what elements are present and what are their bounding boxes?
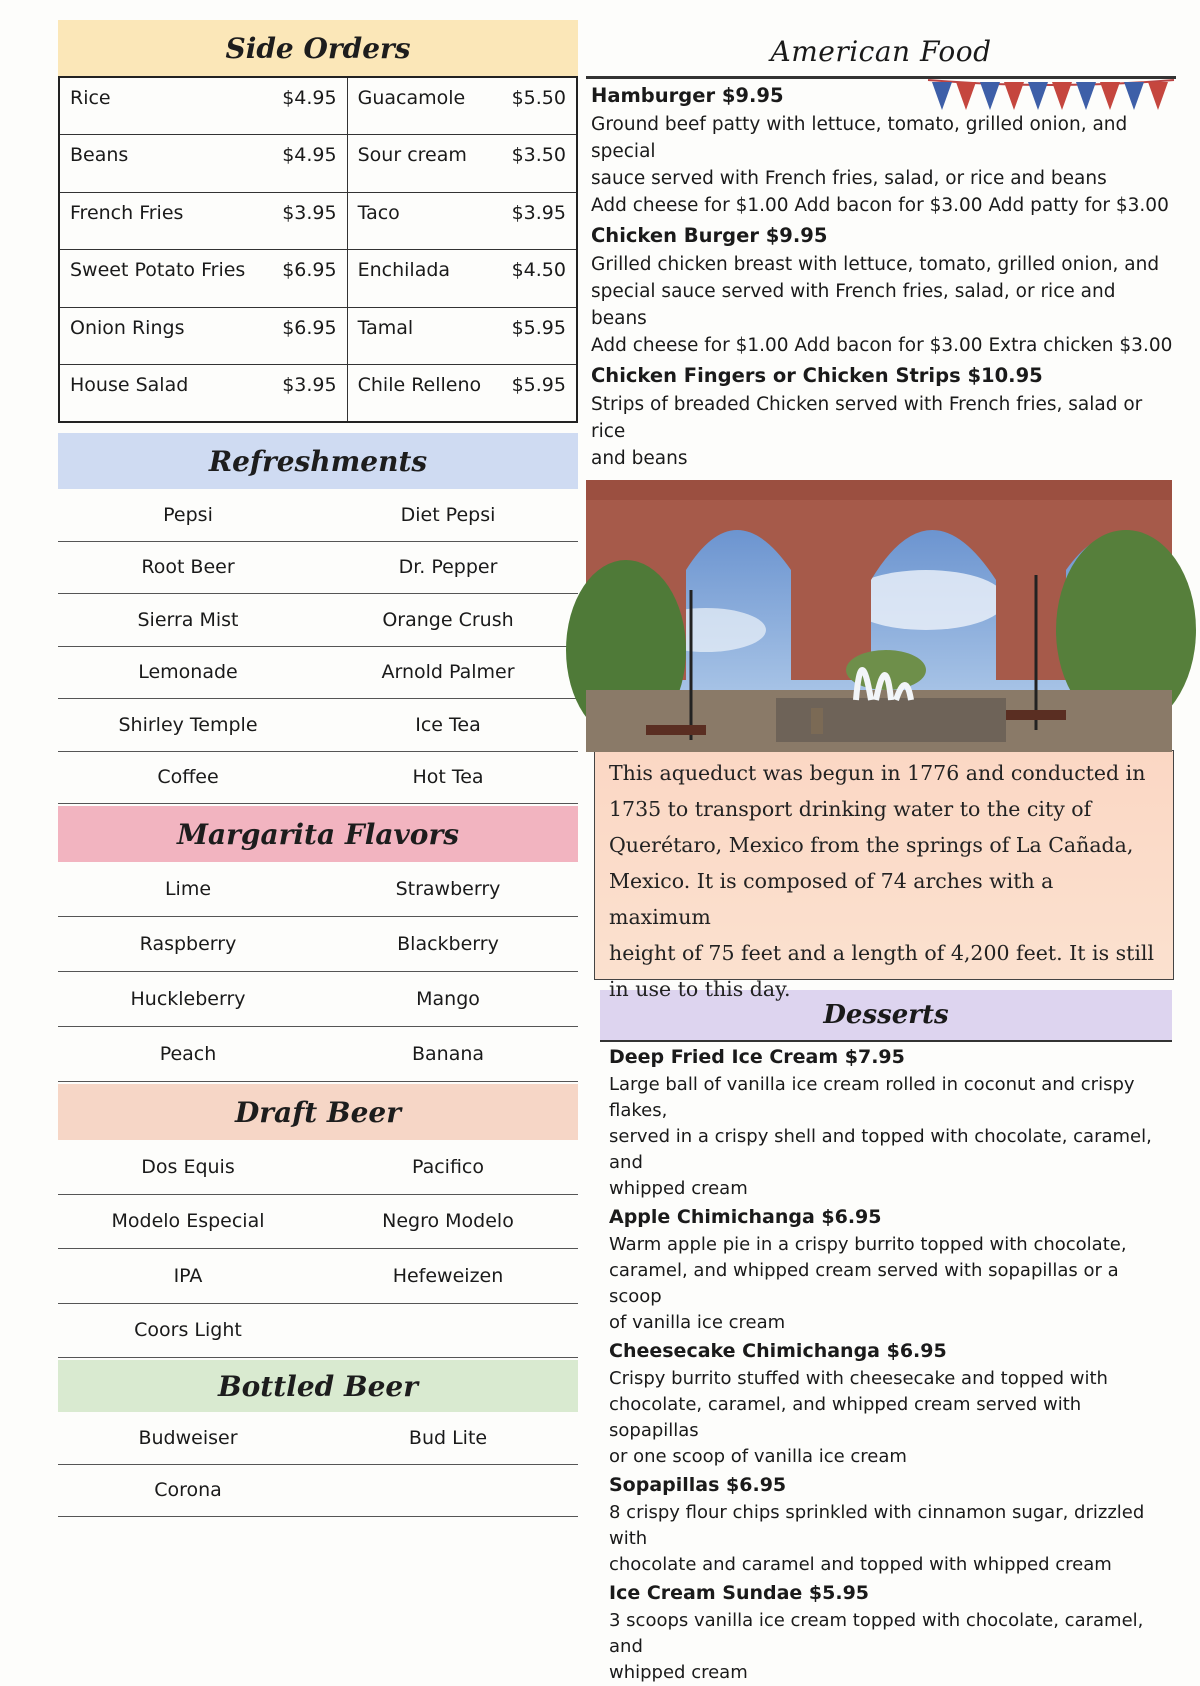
- menu-item-name: Cheesecake Chimichanga $6.95: [609, 1340, 947, 1362]
- bunting-flag: [980, 82, 1000, 110]
- item-price: $4.50: [511, 259, 566, 281]
- drink-name: Lemonade: [138, 661, 238, 684]
- side-order-cell: [347, 135, 577, 193]
- menu-item: [586, 221, 1176, 359]
- side-order-cell: [59, 135, 347, 193]
- menu-item: [604, 1578, 1176, 1686]
- side-order-cell: [59, 77, 347, 135]
- item-price: $3.95: [282, 201, 337, 224]
- menu-item-description: and beans: [591, 448, 688, 469]
- american-food-title: American Food: [770, 35, 992, 68]
- left-column: [58, 20, 578, 1517]
- menu-item-name: Ice Cream Sundae $5.95: [609, 1582, 870, 1604]
- caption-line: Querétaro, Mexico from the springs of La Cañada,: [609, 833, 1134, 857]
- menu-item-name: Apple Chimichanga $6.95: [609, 1206, 882, 1228]
- side-order-row: [59, 192, 577, 250]
- drink-name: Shirley Temple: [118, 713, 258, 736]
- drink-name: Pepsi: [163, 503, 213, 526]
- menu-item-name: Sopapillas $6.95: [609, 1474, 787, 1496]
- side-order-cell: [347, 77, 577, 135]
- bottled-beer-title: Bottled Beer: [58, 1360, 578, 1412]
- list-item: [58, 1412, 578, 1465]
- menu-item-name: Chicken Burger $9.95: [591, 224, 828, 247]
- caption-line: in use to this day.: [609, 977, 791, 1001]
- list-item: [58, 1249, 578, 1304]
- drink-name: Raspberry: [139, 933, 237, 955]
- drink-name: Coffee: [157, 766, 219, 789]
- item-name: French Fries: [70, 201, 184, 224]
- item-name: Enchilada: [357, 259, 451, 281]
- menu-item: [604, 1470, 1176, 1578]
- menu-item-description: Add cheese for $1.00 Add bacon for $3.00 Add patty for $3.00: [591, 195, 1169, 216]
- caption-line: height of 75 feet and a length of 4,200 feet. It is still: [609, 941, 1155, 965]
- drink-name: Blackberry: [397, 933, 499, 955]
- item-price: $3.95: [511, 201, 566, 224]
- drink-name: Corona: [154, 1479, 222, 1502]
- menu-item-description: whipped cream: [609, 1662, 748, 1683]
- item-price: $6.95: [282, 259, 337, 281]
- item-name: House Salad: [70, 374, 189, 396]
- list-item: [58, 1027, 578, 1082]
- menu-item: [604, 1042, 1176, 1202]
- drink-name: IPA: [173, 1264, 203, 1287]
- item-name: Rice: [70, 87, 111, 109]
- side-order-cell: [347, 192, 577, 250]
- item-name: Guacamole: [357, 87, 466, 109]
- side-order-cell: [59, 192, 347, 250]
- bunting-flag: [932, 82, 952, 110]
- item-name: Sweet Potato Fries: [70, 259, 246, 281]
- item-price: $3.50: [511, 144, 566, 166]
- menu-item-description: chocolate, caramel, and whipped cream served with sopapillas: [609, 1394, 1082, 1441]
- item-name: Onion Rings: [70, 316, 185, 339]
- item-price: $5.50: [511, 87, 566, 109]
- desserts-title: Desserts: [600, 990, 1172, 1042]
- list-item: [58, 1195, 578, 1250]
- side-order-cell: [59, 250, 347, 308]
- margarita-title: Margarita Flavors: [58, 806, 578, 862]
- side-order-cell: [59, 365, 347, 423]
- item-price: $6.95: [282, 316, 337, 339]
- list-item: [58, 752, 578, 805]
- drink-name: Lime: [164, 878, 212, 900]
- menu-item: [604, 1336, 1176, 1470]
- drink-name: Dos Equis: [141, 1155, 235, 1178]
- menu-item-description: Large ball of vanilla ice cream rolled in coconut and crispy flakes,: [609, 1074, 1135, 1121]
- bunting-icon: [926, 76, 1176, 112]
- item-name: Tamal: [357, 316, 414, 339]
- bunting-flag: [1076, 82, 1096, 110]
- side-order-row: [59, 77, 577, 135]
- draft-beer-list: [58, 1140, 578, 1358]
- drink-name: Dr. Pepper: [398, 556, 498, 579]
- drink-name: Sierra Mist: [137, 608, 239, 631]
- drink-name: Strawberry: [395, 878, 501, 900]
- menu-item-description: Ground beef patty with lettuce, tomato, grilled onion, and special: [591, 114, 1128, 162]
- margarita-list: [58, 862, 578, 1082]
- caption-line: This aqueduct was begun in 1776 and conducted in: [609, 761, 1146, 785]
- list-item: [58, 647, 578, 700]
- drink-name: Negro Modelo: [382, 1210, 514, 1233]
- drink-name: Orange Crush: [382, 608, 514, 631]
- american-food-items: [586, 81, 1176, 472]
- side-order-row: [59, 307, 577, 365]
- menu-item-description: 8 crispy flour chips sprinkled with cinnamon sugar, drizzled with: [609, 1502, 1145, 1549]
- menu-item-description: special sauce served with French fries, salad, or rice and beans: [591, 281, 1116, 329]
- bunting-flag: [956, 82, 976, 110]
- drink-name: Hefeweizen: [392, 1264, 504, 1287]
- menu-item-description: whipped cream: [609, 1178, 748, 1199]
- side-orders-title: Side Orders: [58, 20, 578, 76]
- side-order-row: [59, 135, 577, 193]
- bunting-flag: [1148, 82, 1168, 110]
- list-item: [58, 917, 578, 972]
- list-item: [58, 862, 578, 917]
- bunting-flag: [1028, 82, 1048, 110]
- side-order-row: [59, 250, 577, 308]
- menu-item-description: served in a crispy shell and topped with chocolate, caramel, and: [609, 1126, 1152, 1173]
- list-item: [58, 542, 578, 595]
- list-item: [58, 972, 578, 1027]
- draft-beer-title: Draft Beer: [58, 1084, 578, 1140]
- item-name: Sour cream: [357, 144, 467, 166]
- aqueduct-caption: [594, 750, 1174, 1001]
- drink-name: Pacifico: [411, 1155, 484, 1178]
- list-item: [58, 1304, 578, 1359]
- right-column: [586, 28, 1176, 1686]
- menu-item: [604, 1202, 1176, 1336]
- aqueduct-photo: [586, 480, 1172, 752]
- bunting-flag: [1124, 82, 1144, 110]
- list-item: [58, 699, 578, 752]
- side-order-row: [59, 365, 577, 423]
- drink-name: Root Beer: [141, 556, 235, 579]
- drink-name: Coors Light: [134, 1319, 242, 1342]
- list-item: [58, 594, 578, 647]
- drink-name: Budweiser: [138, 1426, 238, 1449]
- menu-item-description: Strips of breaded Chicken served with French fries, salad or rice: [591, 394, 1143, 442]
- bunting-flag: [1004, 82, 1024, 110]
- list-item: [58, 489, 578, 542]
- refreshments-list: [58, 489, 578, 804]
- item-price: $3.95: [282, 374, 337, 396]
- item-name: Chile Relleno: [357, 374, 482, 396]
- refreshments-title: Refreshments: [58, 433, 578, 489]
- menu-item-description: or one scoop of vanilla ice cream: [609, 1446, 907, 1467]
- drink-name: Huckleberry: [130, 988, 246, 1010]
- bunting-flag: [1052, 82, 1072, 110]
- item-name: Beans: [70, 144, 129, 166]
- menu-item-description: sauce served with French fries, salad, or rice and beans: [591, 168, 1107, 189]
- drink-name: Arnold Palmer: [381, 661, 515, 684]
- drink-name: Ice Tea: [415, 713, 481, 736]
- side-order-cell: [347, 307, 577, 365]
- item-price: $5.95: [511, 374, 566, 396]
- menu-item-name: Chicken Fingers or Chicken Strips $10.95: [591, 364, 1043, 387]
- side-order-cell: [347, 365, 577, 423]
- item-price: $4.95: [282, 87, 337, 109]
- item-price: $5.95: [511, 316, 566, 339]
- side-order-cell: [347, 250, 577, 308]
- menu-item-name: Hamburger $9.95: [591, 84, 784, 107]
- menu-item-description: caramel, and whipped cream served with sopapillas or a scoop: [609, 1260, 1119, 1307]
- side-order-cell: [59, 307, 347, 365]
- list-item: [58, 1465, 578, 1518]
- drink-name: Hot Tea: [412, 766, 484, 789]
- caption-line: 1735 to transport drinking water to the city of: [609, 797, 1092, 821]
- menu-item: [586, 361, 1176, 472]
- menu-item-description: of vanilla ice cream: [609, 1312, 786, 1333]
- list-item: [58, 1140, 578, 1195]
- bunting-flag: [1100, 82, 1120, 110]
- drink-name: Banana: [411, 1043, 485, 1065]
- drink-name: Bud Lite: [408, 1426, 488, 1449]
- menu-item-description: Add cheese for $1.00 Add bacon for $3.00 Extra chicken $3.00: [591, 335, 1173, 356]
- side-orders-table: [58, 76, 578, 423]
- menu-item-description: chocolate and caramel and topped with whipped cream: [609, 1554, 1112, 1575]
- menu-item-description: Grilled chicken breast with lettuce, tomato, grilled onion, and: [591, 254, 1160, 275]
- drink-name: Peach: [159, 1043, 217, 1065]
- menu-item-description: Crispy burrito stuffed with cheesecake and topped with: [609, 1368, 1108, 1389]
- menu-item-description: 3 scoops vanilla ice cream topped with chocolate, caramel, and: [609, 1610, 1144, 1657]
- item-name: Taco: [357, 201, 400, 224]
- item-price: $4.95: [282, 144, 337, 166]
- drink-name: Diet Pepsi: [400, 503, 496, 526]
- caption-line: Mexico. It is composed of 74 arches with a maximum: [609, 869, 1054, 929]
- bottled-beer-list: [58, 1412, 578, 1517]
- dessert-items: [586, 1042, 1176, 1686]
- menu-item-name: Deep Fried Ice Cream $7.95: [609, 1046, 905, 1068]
- drink-name: Mango: [416, 988, 480, 1010]
- menu-item-description: Warm apple pie in a crispy burrito topped with chocolate,: [609, 1234, 1127, 1255]
- drink-name: Modelo Especial: [111, 1210, 265, 1233]
